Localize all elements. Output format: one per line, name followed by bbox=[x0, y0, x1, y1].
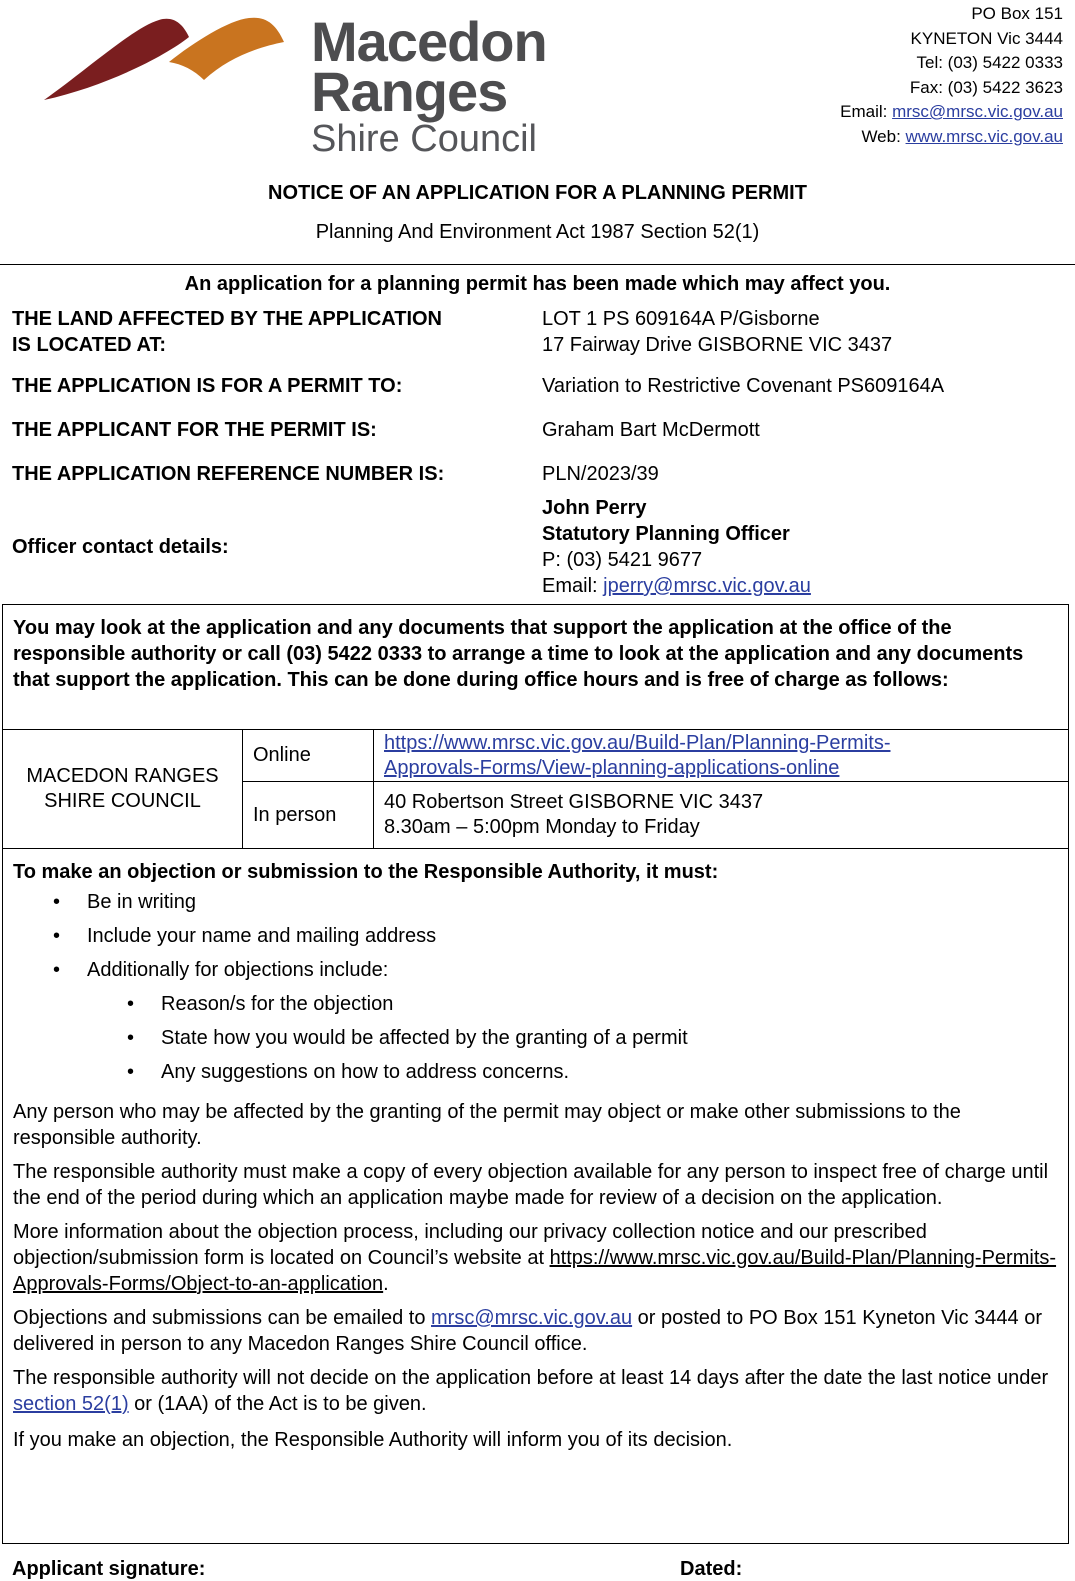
timing-text-a: The responsible authority will not decide on the application before at least 14 days after the date the last notice under bbox=[13, 1367, 1049, 1389]
sub-bullet-text: Any suggestions on how to address concerns. bbox=[161, 1061, 570, 1083]
council-logo bbox=[44, 12, 584, 162]
land-label-line-2: IS LOCATED AT: bbox=[12, 334, 167, 356]
more-info-end: . bbox=[383, 1273, 389, 1295]
contact-email-row bbox=[840, 100, 1063, 125]
bullet-icon: • bbox=[127, 993, 135, 1015]
logo-line-1: Macedon bbox=[311, 10, 547, 73]
officer-email-label: Email: bbox=[542, 575, 598, 597]
online-label: Online bbox=[253, 744, 311, 766]
logo-wordmark bbox=[311, 12, 547, 158]
bullet-item bbox=[13, 885, 1058, 919]
header-divider bbox=[0, 264, 1075, 265]
land-row bbox=[12, 306, 1062, 358]
notice-title: NOTICE OF AN APPLICATION FOR A PLANNING PERMIT bbox=[268, 182, 807, 204]
objection-section bbox=[13, 859, 1058, 1453]
applicant-label: THE APPLICANT FOR THE PERMIT IS: bbox=[12, 419, 377, 441]
logo-line-3: Shire Council bbox=[311, 118, 537, 160]
dated-label: Dated: bbox=[680, 1558, 743, 1580]
submission-text-b: or posted to PO Box 151 Kyneton Vic 3444 or delivered in person to any Macedon Ranges Shire Council office. bbox=[13, 1307, 1042, 1355]
affect-heading: An application for a planning permit has been made which may affect you. bbox=[184, 273, 891, 295]
reference-value: PLN/2023/39 bbox=[542, 463, 659, 485]
in-person-label: In person bbox=[253, 804, 337, 826]
purpose-value: Variation to Restrictive Covenant PS609164A bbox=[542, 375, 945, 397]
land-label-line-1: THE LAND AFFECTED BY THE APPLICATION bbox=[12, 308, 442, 330]
officer-email-link[interactable]: jperry@mrsc.vic.gov.au bbox=[603, 575, 811, 597]
table-row-divider bbox=[242, 781, 1068, 782]
online-link-line-1[interactable]: https://www.mrsc.vic.gov.au/Build-Plan/Planning-Permits- bbox=[384, 732, 891, 754]
paragraph-more-information bbox=[13, 1219, 1058, 1297]
officer-details bbox=[542, 495, 1062, 599]
table-top-border bbox=[3, 729, 1068, 730]
applicant-value: Graham Bart McDermott bbox=[542, 419, 760, 441]
contact-email-link[interactable]: mrsc@mrsc.vic.gov.au bbox=[892, 102, 1063, 121]
officer-phone: P: (03) 5421 9677 bbox=[542, 549, 703, 571]
land-label bbox=[12, 306, 532, 358]
section-52-link[interactable]: section 52(1) bbox=[13, 1393, 129, 1415]
contact-tel: Tel: (03) 5422 0333 bbox=[916, 53, 1063, 72]
applicant-signature-label: Applicant signature: bbox=[12, 1558, 206, 1580]
officer-name: John Perry bbox=[542, 497, 647, 519]
notice-subtitle: Planning And Environment Act 1987 Section 52(1) bbox=[315, 221, 760, 243]
paragraph-copy-of-objections: The responsible authority must make a copy of every objection available for any person to inspect free of charge until the end of the period during which an application maybe made for review of a decision on the application. bbox=[13, 1161, 1049, 1209]
mountain-logo-icon bbox=[44, 12, 294, 107]
officer-email-row bbox=[542, 573, 1062, 599]
logo-line-2: Ranges bbox=[311, 60, 508, 123]
bullet-icon: • bbox=[53, 891, 61, 913]
bullet-item bbox=[13, 953, 1058, 987]
bullet-item bbox=[13, 919, 1058, 953]
timing-text-b: or (1AA) of the Act is to be given. bbox=[128, 1393, 427, 1415]
sub-bullet-item bbox=[13, 1055, 1058, 1089]
contact-po-box: PO Box 151 bbox=[971, 4, 1063, 23]
reference-label: THE APPLICATION REFERENCE NUMBER IS: bbox=[12, 463, 445, 485]
online-link-line-2[interactable]: Approvals-Forms/View-planning-applications-online bbox=[384, 757, 840, 779]
online-link-cell bbox=[384, 731, 890, 781]
logo-dark-peak bbox=[44, 19, 189, 100]
officer-title: Statutory Planning Officer bbox=[542, 523, 790, 545]
contact-web-label: Web: bbox=[861, 126, 901, 146]
officer-label: Officer contact details: bbox=[12, 536, 229, 558]
sub-bullet-text: Reason/s for the objection bbox=[161, 993, 394, 1015]
information-box bbox=[2, 604, 1069, 1544]
paragraph-affected-persons: Any person who may be affected by the granting of the permit may object or make other submissions to the responsible authority. bbox=[13, 1101, 961, 1149]
paragraph-inform-decision: If you make an objection, the Responsible Authority will inform you of its decision. bbox=[13, 1429, 733, 1451]
logo-orange-peak bbox=[169, 18, 284, 80]
bullet-icon: • bbox=[53, 925, 61, 947]
bullet-text: Additionally for objections include: bbox=[87, 959, 389, 981]
bullet-icon: • bbox=[53, 959, 61, 981]
contact-block bbox=[840, 2, 1063, 149]
inspection-statement: You may look at the application and any documents that support the application at the office of the responsible authority or call (03) 5422 0333 to arrange a time to look at the application and any documents that support the application. This can be done during office hours and is free of charge as follows: bbox=[13, 617, 1024, 691]
contact-town: KYNETON Vic 3444 bbox=[910, 28, 1063, 48]
contact-web-link[interactable]: www.mrsc.vic.gov.au bbox=[905, 126, 1063, 146]
bullet-icon: • bbox=[127, 1061, 135, 1083]
submission-text-a: Objections and submissions can be emailed to bbox=[13, 1307, 432, 1329]
contact-web-row bbox=[840, 125, 1063, 150]
submission-email-link[interactable]: mrsc@mrsc.vic.gov.au bbox=[431, 1307, 633, 1329]
in-person-cell bbox=[384, 790, 763, 840]
paragraph-submission-methods bbox=[13, 1305, 1058, 1357]
paragraph-decision-timing bbox=[13, 1365, 1058, 1417]
purpose-label: THE APPLICATION IS FOR A PERMIT TO: bbox=[12, 375, 403, 397]
table-col-divider-2 bbox=[373, 729, 374, 848]
bullet-text: Include your name and mailing address bbox=[87, 925, 437, 947]
officer-row bbox=[12, 495, 1062, 599]
contact-email-label: Email: bbox=[840, 102, 888, 121]
objection-page-link[interactable]: https://www.mrsc.vic.gov.au/Build-Plan/Planning-Permits-Approvals-Forms/Object-to-an-application bbox=[13, 1247, 1057, 1295]
land-value bbox=[542, 306, 1062, 358]
land-value-line-2: 17 Fairway Drive GISBORNE VIC 3437 bbox=[542, 334, 893, 356]
land-value-line-1: LOT 1 PS 609164A P/Gisborne bbox=[542, 308, 820, 330]
contact-fax: Fax: (03) 5422 3623 bbox=[909, 77, 1063, 97]
sub-bullet-text: State how you would be affected by the granting of a permit bbox=[161, 1027, 688, 1049]
council-name-cell bbox=[3, 764, 242, 814]
sub-bullet-item bbox=[13, 1021, 1058, 1055]
sub-bullet-item bbox=[13, 987, 1058, 1021]
in-person-hours: 8.30am – 5:00pm Monday to Friday bbox=[384, 816, 700, 838]
objection-heading: To make an objection or submission to the Responsible Authority, it must: bbox=[13, 861, 719, 883]
more-info-text: More information about the objection process, including our privacy collection notice and our prescribed objection/submission form is located on Council’s website at bbox=[13, 1221, 927, 1269]
table-bottom-border bbox=[3, 848, 1068, 849]
bullet-text: Be in writing bbox=[87, 891, 196, 913]
table-col-divider-1 bbox=[242, 729, 243, 848]
council-name-line-1: MACEDON RANGES bbox=[26, 765, 219, 787]
bullet-icon: • bbox=[127, 1027, 135, 1049]
council-name-line-2: SHIRE COUNCIL bbox=[44, 790, 201, 812]
in-person-address: 40 Robertson Street GISBORNE VIC 3437 bbox=[384, 791, 764, 813]
